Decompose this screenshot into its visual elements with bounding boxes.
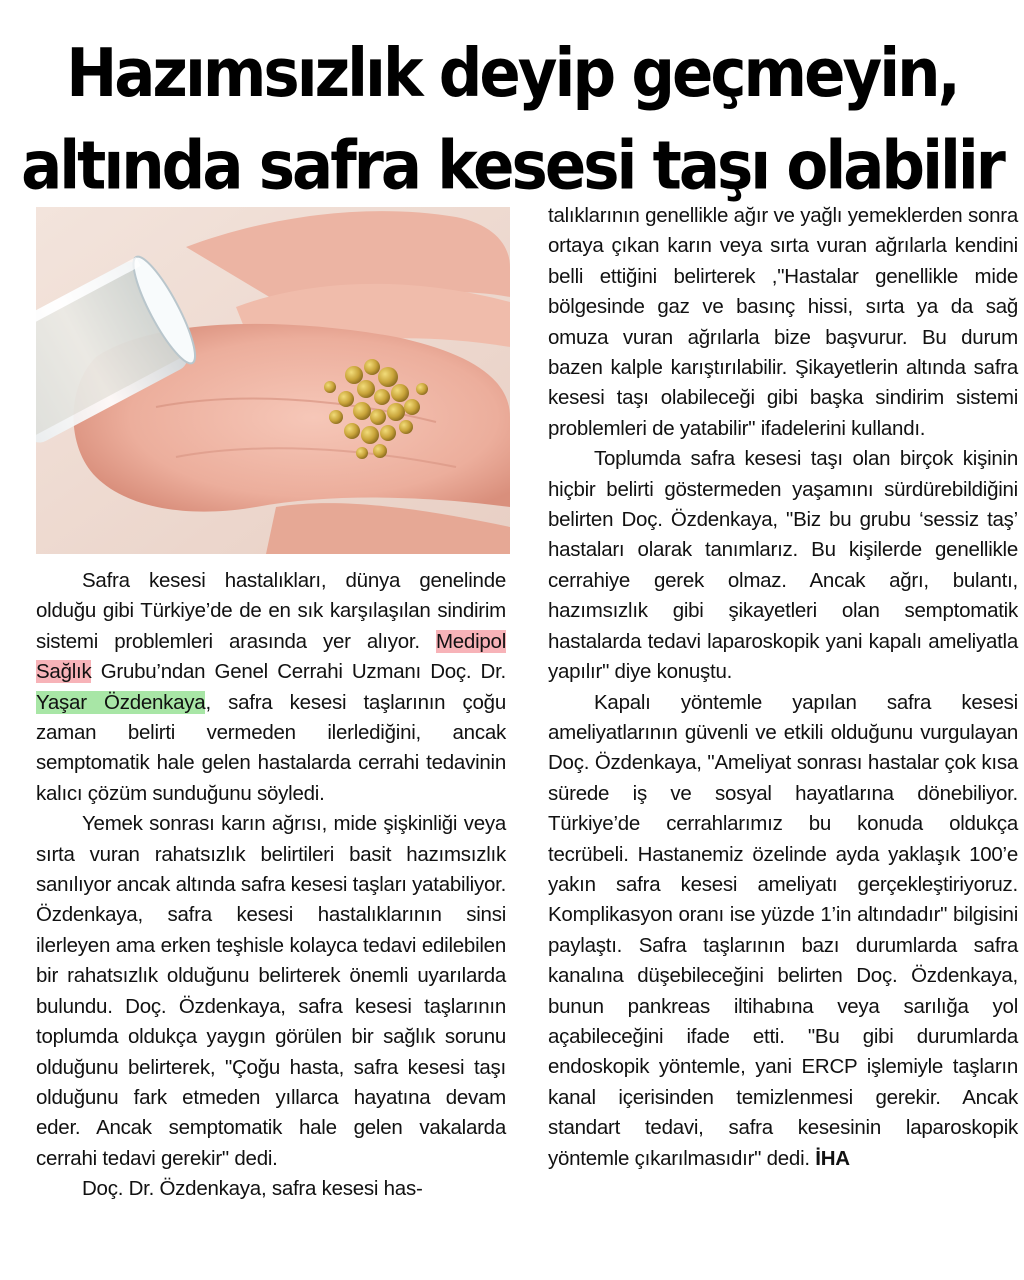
paragraph-4: talıklarının genellikle ağır ve yağlı yemeklerden sonra ortaya çıkan karın veya sırta vuran ağrılarla kendini belli ettiğini belirterek ,"Hastalar genellikle mide bölgesinde gaz ve basınç hissi, sırta ya da sağ omuza vuran ağrılarla bize başvurur. Bu durum bazen kalple karıştırılabilir. Şikayetlerin altında safra kesesi taşı olabileceği gibi başka sindirim sistemi problemleri de yatabilir" ifadelerini kullandı.: [548, 204, 1018, 440]
hand-with-gallstones-image: [36, 207, 510, 554]
agency-credit: İHA: [815, 1146, 850, 1170]
paragraph-5: Toplumda safra kesesi taşı olan birçok kişinin hiçbir belirti göstermeden yaşamını sürdürebildiğini belirten Doç. Özdenkaya, "Biz bu grubu ‘sessiz taş’ hastaları olarak tanımlarız. Bu kişilerde genellikle cerrahiye gerek olmaz. Ancak ağrı, bulantı, hazımsızlık gibi şikayetleri olan semptomatik hastalarda tedavi laparoskopik yani kapalı ameliyatla yapılır" diye konuştu.: [548, 447, 1018, 684]
paragraph-1-text-b: Grubu’ndan Genel Cerrahi Uzmanı Doç. Dr.: [91, 660, 506, 684]
right-column: [548, 201, 1018, 1174]
paragraph-3: Doç. Dr. Özdenkaya, safra kesesi has-: [82, 1177, 423, 1201]
highlight-medipol: Medipol Sağlık: [36, 629, 506, 684]
paragraph-2: Yemek sonrası karın ağrısı, mide şişkinliği veya sırta vuran rahatsızlık belirtileri basit hazımsızlık sanılıyor ancak altında safra kesesi taşları yatabiliyor. Özdenkaya, safra kesesi hastalıklarının sinsi ilerleyen ama erken teşhisle kolayca tedavi edilebilen bir rahatsızlık olduğunu belirterek önemli uyarılarda bulundu. Doç. Özdenkaya, safra kesesi taşlarının toplumda oldukça yaygın görülen bir sağlık sorunu olduğunu belirterek, "Çoğu hasta, safra kesesi taşı olduğunu fark etmeden yıllarca hayatına devam eder. Ancak semptomatik hale gelen vakalarda cerrahi tedavi gerekir" dedi.: [36, 812, 507, 1170]
paragraph-1: [36, 566, 506, 809]
headline-line-1: Hazımsızlık deyip geçmeyin,: [66, 34, 958, 113]
paragraph-6: [548, 688, 1018, 1175]
headline-line-2: altında safra kesesi taşı olabilir: [21, 127, 1003, 206]
paragraph-1-text-c: , safra kesesi taşlarının çoğu zaman belirti vermeden ilerlediğini, ancak semptomatik hale gelen hastalarda cerrahi tedavinin kalıcı çözüm sunduğunu söyledi.: [36, 690, 506, 805]
left-column: [36, 566, 506, 1205]
paragraph-1-text-a: Safra kesesi hastalıkları, dünya genelinde olduğu gibi Türkiye’de de en sık karşılaşılan sindirim sistemi problemleri arasında yer alıyor.: [36, 569, 506, 653]
paragraph-6-text: Kapalı yöntemle yapılan safra kesesi ameliyatlarının güvenli ve etkili olduğunu vurgulayan Doç. Özdenkaya, "Ameliyat sonrası hastalar çok kısa sürede iş ve sosyal hayatlarına dönebiliyor. Türkiye’de cerrahlarımız bu konuda oldukça tecrübeli. Hastanemiz özelinde ayda yaklaşık 100’e yakın safra kesesi ameliyatı gerçekleştiriyoruz. Komplikasyon oranı ise yüzde 1’in altındadır" bilgisini paylaştı. Safra taşlarının bazı durumlarda safra kanalına düşebileceğini belirten Doç. Özdenkaya, bunun pankreas iltihabına veya sarılığa yol açabileceğini ifade etti. "Bu gibi durumlarda endoskopik yöntemle, yani ERCP işlemiyle taşların kanal içerisinden temizlenmesi gerekir. Ancak standart tedavi, safra kesesinin laparoskopik yöntemle çıkarılmasıdır" dedi.: [548, 690, 1018, 1170]
article-photo: [36, 207, 510, 554]
highlight-ozdenkaya: Yaşar Özdenkaya: [36, 690, 206, 714]
article-headline: [20, 28, 1004, 213]
